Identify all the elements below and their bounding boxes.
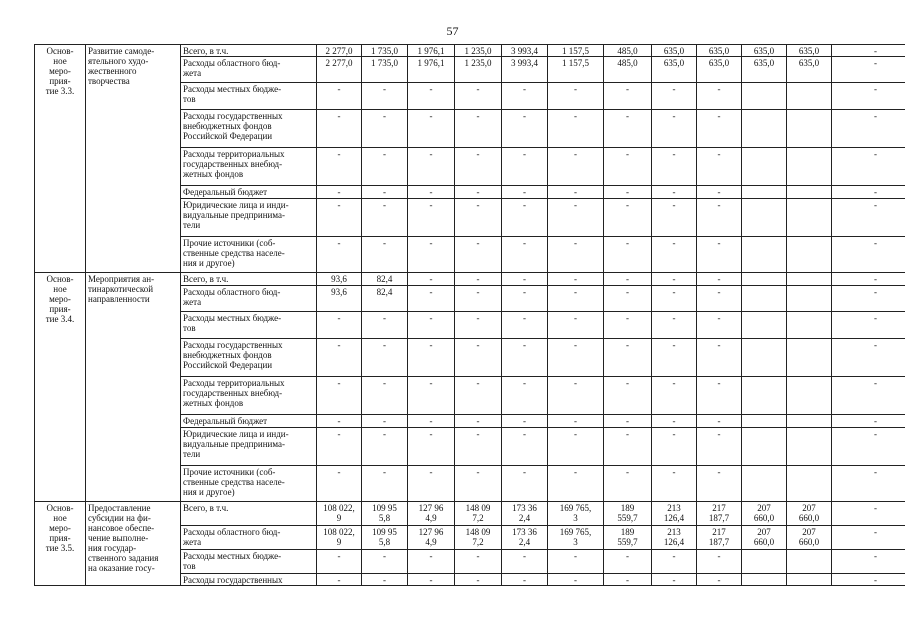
value-cell: - xyxy=(317,312,362,339)
value-cell: 217 187,7 xyxy=(697,502,742,526)
value-cell xyxy=(742,199,787,237)
value-cell: 635,0 xyxy=(652,45,697,57)
value-cell xyxy=(787,415,832,428)
value-cell: - xyxy=(652,148,697,186)
value-cell: 1 976,1 xyxy=(408,57,455,83)
value-cell: - xyxy=(652,312,697,339)
value-cell: - xyxy=(832,148,905,186)
value-cell: - xyxy=(652,550,697,574)
value-cell: - xyxy=(548,273,604,286)
funding-source-cell: Расходы областного бюд- жета xyxy=(181,526,317,550)
funding-source-cell: Всего, в т.ч. xyxy=(181,502,317,526)
value-cell: 109 95 5,8 xyxy=(362,502,408,526)
value-cell: - xyxy=(697,312,742,339)
value-cell: 169 765, 3 xyxy=(548,502,604,526)
value-cell: - xyxy=(502,312,548,339)
value-cell: - xyxy=(317,148,362,186)
value-cell: - xyxy=(697,550,742,574)
value-cell: - xyxy=(832,186,905,199)
value-cell: - xyxy=(832,502,905,526)
value-cell: - xyxy=(362,415,408,428)
value-cell: - xyxy=(604,574,652,586)
value-cell: - xyxy=(548,83,604,110)
value-cell: 1 235,0 xyxy=(455,45,502,57)
value-cell: - xyxy=(548,286,604,312)
value-cell xyxy=(787,377,832,415)
value-cell: 108 022, 9 xyxy=(317,526,362,550)
value-cell: 3 993,4 xyxy=(502,57,548,83)
value-cell xyxy=(742,550,787,574)
value-cell xyxy=(787,186,832,199)
value-cell: - xyxy=(604,286,652,312)
measure-code-cell: Основ- ное меро- прия- тие 3.4. xyxy=(35,273,86,502)
value-cell: 635,0 xyxy=(742,45,787,57)
value-cell: - xyxy=(652,574,697,586)
value-cell: - xyxy=(502,148,548,186)
value-cell xyxy=(742,428,787,466)
value-cell: 127 96 4,9 xyxy=(408,526,455,550)
value-cell: - xyxy=(548,415,604,428)
value-cell: 93,6 xyxy=(317,273,362,286)
value-cell xyxy=(742,273,787,286)
value-cell: - xyxy=(317,199,362,237)
value-cell: 213 126,4 xyxy=(652,526,697,550)
value-cell: - xyxy=(604,339,652,377)
value-cell: - xyxy=(408,415,455,428)
value-cell xyxy=(787,466,832,502)
funding-source-cell: Федеральный бюджет xyxy=(181,186,317,199)
value-cell: - xyxy=(455,237,502,273)
value-cell: - xyxy=(697,199,742,237)
value-cell: 169 765, 3 xyxy=(548,526,604,550)
value-cell: - xyxy=(604,83,652,110)
value-cell: - xyxy=(408,377,455,415)
value-cell xyxy=(787,574,832,586)
value-cell: - xyxy=(408,199,455,237)
value-cell xyxy=(787,199,832,237)
value-cell: - xyxy=(317,574,362,586)
value-cell xyxy=(742,466,787,502)
value-cell: - xyxy=(697,110,742,148)
value-cell: 635,0 xyxy=(742,57,787,83)
value-cell: - xyxy=(548,574,604,586)
value-cell: - xyxy=(832,377,905,415)
value-cell: - xyxy=(652,186,697,199)
value-cell: - xyxy=(408,312,455,339)
value-cell: 1 235,0 xyxy=(455,57,502,83)
funding-source-cell: Прочие источники (соб- ственные средства населе- ния и другое) xyxy=(181,466,317,502)
value-cell: 207 660,0 xyxy=(742,526,787,550)
value-cell: - xyxy=(455,273,502,286)
value-cell: - xyxy=(832,574,905,586)
value-cell: - xyxy=(362,466,408,502)
value-cell: - xyxy=(455,415,502,428)
value-cell: 173 36 2,4 xyxy=(502,526,548,550)
value-cell: 108 022, 9 xyxy=(317,502,362,526)
value-cell: - xyxy=(502,574,548,586)
value-cell: - xyxy=(502,377,548,415)
value-cell: - xyxy=(604,377,652,415)
value-cell: - xyxy=(317,428,362,466)
value-cell: 1 735,0 xyxy=(362,45,408,57)
value-cell xyxy=(787,428,832,466)
value-cell: 148 09 7,2 xyxy=(455,502,502,526)
value-cell: 635,0 xyxy=(697,57,742,83)
value-cell: 2 277,0 xyxy=(317,45,362,57)
value-cell xyxy=(787,83,832,110)
value-cell: - xyxy=(362,312,408,339)
page-number: 57 xyxy=(446,24,459,38)
value-cell: - xyxy=(548,110,604,148)
value-cell: - xyxy=(697,237,742,273)
value-cell xyxy=(787,339,832,377)
value-cell: - xyxy=(652,428,697,466)
value-cell: - xyxy=(455,286,502,312)
value-cell: - xyxy=(317,186,362,199)
funding-source-cell: Расходы государственных внебюджетных фондов Российской Федерации xyxy=(181,110,317,148)
value-cell: 207 660,0 xyxy=(787,526,832,550)
value-cell: - xyxy=(697,186,742,199)
value-cell: - xyxy=(455,148,502,186)
funding-source-cell: Всего, в т.ч. xyxy=(181,45,317,57)
value-cell: - xyxy=(455,339,502,377)
value-cell: - xyxy=(455,550,502,574)
value-cell: - xyxy=(832,199,905,237)
value-cell: - xyxy=(832,415,905,428)
value-cell: 1 157,5 xyxy=(548,45,604,57)
value-cell: - xyxy=(832,312,905,339)
value-cell: - xyxy=(408,550,455,574)
value-cell: 1 157,5 xyxy=(548,57,604,83)
value-cell: - xyxy=(832,466,905,502)
value-cell: - xyxy=(455,428,502,466)
value-cell: - xyxy=(652,83,697,110)
value-cell: - xyxy=(455,186,502,199)
value-cell: - xyxy=(362,186,408,199)
value-cell: - xyxy=(362,199,408,237)
value-cell: - xyxy=(455,83,502,110)
measure-code-cell: Основ- ное меро- прия- тие 3.3. xyxy=(35,45,86,273)
value-cell: - xyxy=(604,415,652,428)
value-cell: - xyxy=(502,199,548,237)
value-cell: 635,0 xyxy=(697,45,742,57)
value-cell: - xyxy=(697,339,742,377)
value-cell: - xyxy=(455,199,502,237)
value-cell: - xyxy=(652,415,697,428)
value-cell: - xyxy=(408,83,455,110)
value-cell: 635,0 xyxy=(652,57,697,83)
value-cell: - xyxy=(697,377,742,415)
value-cell: - xyxy=(408,148,455,186)
value-cell: - xyxy=(832,57,905,83)
value-cell: - xyxy=(697,428,742,466)
value-cell: - xyxy=(317,466,362,502)
value-cell xyxy=(742,339,787,377)
value-cell: - xyxy=(408,428,455,466)
value-cell: 635,0 xyxy=(787,45,832,57)
value-cell: - xyxy=(362,339,408,377)
value-cell: - xyxy=(832,83,905,110)
funding-source-cell: Всего, в т.ч. xyxy=(181,273,317,286)
value-cell: - xyxy=(317,377,362,415)
value-cell: - xyxy=(548,428,604,466)
value-cell xyxy=(742,148,787,186)
value-cell xyxy=(787,110,832,148)
value-cell: 82,4 xyxy=(362,286,408,312)
value-cell xyxy=(742,83,787,110)
value-cell xyxy=(787,312,832,339)
value-cell: - xyxy=(408,237,455,273)
value-cell: - xyxy=(832,286,905,312)
value-cell: - xyxy=(652,273,697,286)
value-cell: - xyxy=(604,110,652,148)
value-cell xyxy=(787,148,832,186)
measure-code-cell: Основ- ное меро- прия- тие 3.5. xyxy=(35,502,86,586)
value-cell: - xyxy=(317,339,362,377)
value-cell xyxy=(787,273,832,286)
value-cell: 217 187,7 xyxy=(697,526,742,550)
value-cell: - xyxy=(502,415,548,428)
value-cell: - xyxy=(362,83,408,110)
value-cell: - xyxy=(548,339,604,377)
funding-source-cell: Расходы территориальных государственных внебюд- жетных фондов xyxy=(181,377,317,415)
value-cell: - xyxy=(604,466,652,502)
value-cell: - xyxy=(697,466,742,502)
table-row xyxy=(35,502,905,526)
value-cell: - xyxy=(408,339,455,377)
value-cell: 93,6 xyxy=(317,286,362,312)
value-cell: 207 660,0 xyxy=(787,502,832,526)
value-cell: - xyxy=(502,428,548,466)
value-cell: 2 277,0 xyxy=(317,57,362,83)
value-cell: - xyxy=(652,286,697,312)
value-cell: 3 993,4 xyxy=(502,45,548,57)
value-cell: - xyxy=(502,83,548,110)
value-cell: - xyxy=(362,550,408,574)
value-cell xyxy=(742,377,787,415)
funding-source-cell: Расходы территориальных государственных внебюд- жетных фондов xyxy=(181,148,317,186)
value-cell: - xyxy=(362,148,408,186)
value-cell: - xyxy=(832,428,905,466)
value-cell: - xyxy=(548,186,604,199)
value-cell: - xyxy=(548,550,604,574)
value-cell: 485,0 xyxy=(604,45,652,57)
value-cell: - xyxy=(362,110,408,148)
value-cell: 173 36 2,4 xyxy=(502,502,548,526)
value-cell: - xyxy=(362,377,408,415)
value-cell: - xyxy=(832,550,905,574)
value-cell xyxy=(742,110,787,148)
funding-source-cell: Расходы местных бюдже- тов xyxy=(181,312,317,339)
value-cell: - xyxy=(455,312,502,339)
funding-source-cell: Расходы государственных внебюджетных фондов Российской Федерации xyxy=(181,339,317,377)
table-row xyxy=(35,273,905,286)
value-cell: 148 09 7,2 xyxy=(455,526,502,550)
value-cell: - xyxy=(652,237,697,273)
value-cell: - xyxy=(408,186,455,199)
value-cell: - xyxy=(604,550,652,574)
value-cell: - xyxy=(362,237,408,273)
value-cell: - xyxy=(502,466,548,502)
value-cell: - xyxy=(604,312,652,339)
value-cell xyxy=(787,286,832,312)
value-cell: - xyxy=(317,237,362,273)
value-cell: - xyxy=(408,286,455,312)
value-cell: - xyxy=(604,186,652,199)
value-cell: - xyxy=(604,199,652,237)
value-cell: - xyxy=(697,415,742,428)
value-cell: - xyxy=(408,273,455,286)
budget-table xyxy=(34,44,905,586)
value-cell: - xyxy=(502,186,548,199)
funding-source-cell: Юридические лица и инди- видуальные предпринима- тели xyxy=(181,428,317,466)
value-cell: 207 660,0 xyxy=(742,502,787,526)
value-cell: - xyxy=(832,110,905,148)
value-cell: - xyxy=(408,574,455,586)
value-cell: 1 735,0 xyxy=(362,57,408,83)
value-cell: - xyxy=(408,466,455,502)
value-cell: - xyxy=(317,550,362,574)
value-cell: 485,0 xyxy=(604,57,652,83)
value-cell: 635,0 xyxy=(787,57,832,83)
funding-source-cell: Прочие источники (соб- ственные средства населе- ния и другое) xyxy=(181,237,317,273)
value-cell: - xyxy=(697,83,742,110)
value-cell: - xyxy=(548,312,604,339)
value-cell: - xyxy=(317,415,362,428)
value-cell xyxy=(742,415,787,428)
value-cell: - xyxy=(604,237,652,273)
value-cell: - xyxy=(502,237,548,273)
value-cell: - xyxy=(697,574,742,586)
value-cell: - xyxy=(317,110,362,148)
value-cell: - xyxy=(502,286,548,312)
value-cell xyxy=(742,186,787,199)
value-cell: - xyxy=(502,550,548,574)
value-cell: - xyxy=(697,148,742,186)
value-cell: - xyxy=(652,466,697,502)
funding-source-cell: Расходы местных бюдже- тов xyxy=(181,83,317,110)
funding-source-cell: Расходы местных бюдже- тов xyxy=(181,550,317,574)
value-cell: 189 559,7 xyxy=(604,526,652,550)
value-cell: - xyxy=(832,273,905,286)
value-cell: - xyxy=(502,110,548,148)
value-cell: - xyxy=(652,377,697,415)
value-cell: - xyxy=(832,237,905,273)
funding-source-cell: Расходы областного бюд- жета xyxy=(181,286,317,312)
value-cell: - xyxy=(455,574,502,586)
value-cell: - xyxy=(455,466,502,502)
value-cell xyxy=(742,574,787,586)
value-cell: 189 559,7 xyxy=(604,502,652,526)
value-cell: - xyxy=(408,110,455,148)
value-cell: - xyxy=(652,199,697,237)
value-cell: - xyxy=(548,377,604,415)
measure-name-cell: Предоставление субсидии на фи- нансовое обеспе- чение выполне- ния государ- ственного задания на оказание госу- xyxy=(86,502,181,586)
funding-source-cell: Расходы государственных xyxy=(181,574,317,586)
value-cell: - xyxy=(502,273,548,286)
value-cell: - xyxy=(832,526,905,550)
measure-name-cell: Мероприятия ан- тинаркотической направленности xyxy=(86,273,181,502)
value-cell: 127 96 4,9 xyxy=(408,502,455,526)
value-cell: - xyxy=(455,110,502,148)
value-cell xyxy=(742,312,787,339)
value-cell: - xyxy=(548,466,604,502)
value-cell xyxy=(742,286,787,312)
value-cell: - xyxy=(548,199,604,237)
value-cell: - xyxy=(502,339,548,377)
value-cell: 213 126,4 xyxy=(652,502,697,526)
measure-name-cell: Развитие самоде- ятельного худо- жественного творчества xyxy=(86,45,181,273)
value-cell: - xyxy=(455,377,502,415)
value-cell: - xyxy=(548,148,604,186)
value-cell xyxy=(787,237,832,273)
value-cell: - xyxy=(652,339,697,377)
value-cell: 109 95 5,8 xyxy=(362,526,408,550)
value-cell: - xyxy=(604,273,652,286)
table-row xyxy=(35,45,905,57)
value-cell: - xyxy=(832,45,905,57)
funding-source-cell: Юридические лица и инди- видуальные предпринима- тели xyxy=(181,199,317,237)
value-cell: - xyxy=(832,339,905,377)
value-cell: - xyxy=(362,574,408,586)
value-cell: - xyxy=(362,428,408,466)
value-cell: - xyxy=(697,273,742,286)
funding-source-cell: Расходы областного бюд- жета xyxy=(181,57,317,83)
value-cell: - xyxy=(697,286,742,312)
value-cell: - xyxy=(604,148,652,186)
value-cell: - xyxy=(652,110,697,148)
value-cell xyxy=(787,550,832,574)
value-cell: - xyxy=(548,237,604,273)
value-cell: 82,4 xyxy=(362,273,408,286)
value-cell: 1 976,1 xyxy=(408,45,455,57)
value-cell: - xyxy=(604,428,652,466)
funding-source-cell: Федеральный бюджет xyxy=(181,415,317,428)
value-cell xyxy=(742,237,787,273)
value-cell: - xyxy=(317,83,362,110)
